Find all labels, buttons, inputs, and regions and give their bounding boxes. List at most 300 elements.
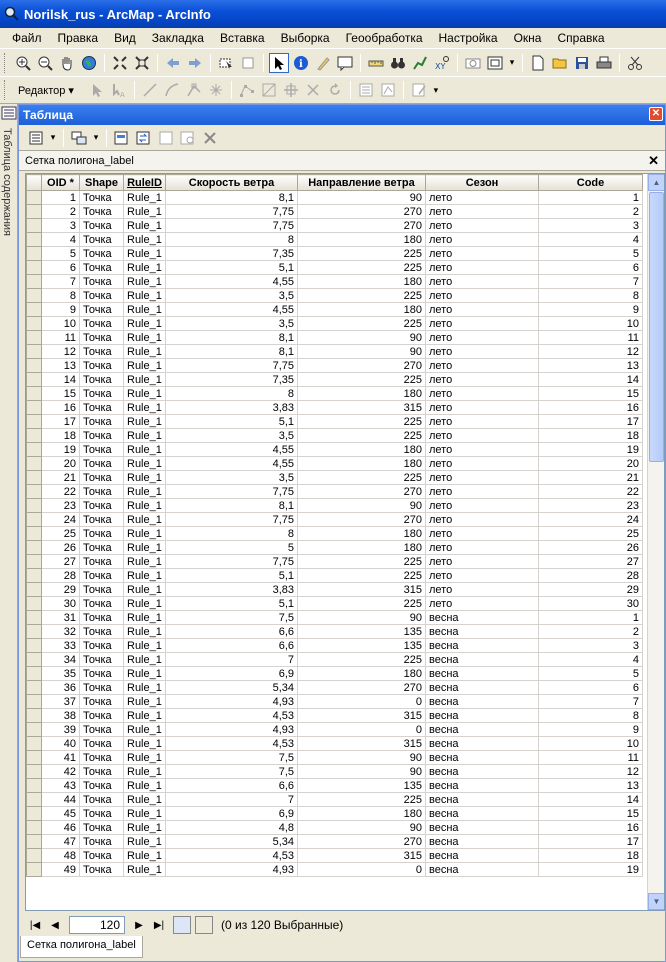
- cell-shape[interactable]: Точка: [80, 373, 124, 387]
- cell-ruleid[interactable]: Rule_1: [124, 345, 166, 359]
- cell-ruleid[interactable]: Rule_1: [124, 513, 166, 527]
- cell-wind-direction[interactable]: 90: [298, 751, 426, 765]
- cell-shape[interactable]: Точка: [80, 485, 124, 499]
- table-row[interactable]: [27, 849, 643, 863]
- cell-wind-speed[interactable]: 8,1: [166, 191, 298, 205]
- cell-wind-speed[interactable]: 3,5: [166, 429, 298, 443]
- row-selector[interactable]: [27, 569, 42, 583]
- cell-code[interactable]: 12: [539, 765, 643, 779]
- cell-shape[interactable]: Точка: [80, 653, 124, 667]
- cell-wind-speed[interactable]: 4,53: [166, 849, 298, 863]
- cell-season[interactable]: лето: [426, 499, 539, 513]
- cell-season[interactable]: весна: [426, 667, 539, 681]
- cell-shape[interactable]: Точка: [80, 723, 124, 737]
- table-row[interactable]: [27, 583, 643, 597]
- cell-season[interactable]: лето: [426, 373, 539, 387]
- cell-shape[interactable]: Точка: [80, 583, 124, 597]
- cell-wind-speed[interactable]: 7,5: [166, 611, 298, 625]
- column-header-oid[interactable]: OID *: [42, 175, 80, 191]
- table-row[interactable]: [27, 667, 643, 681]
- cell-shape[interactable]: Точка: [80, 219, 124, 233]
- cell-ruleid[interactable]: Rule_1: [124, 835, 166, 849]
- cell-wind-speed[interactable]: 7: [166, 653, 298, 667]
- create-viewer-window-icon[interactable]: [485, 53, 505, 73]
- cell-oid[interactable]: 30: [42, 597, 80, 611]
- attributes-icon[interactable]: [356, 80, 376, 100]
- cell-ruleid[interactable]: Rule_1: [124, 471, 166, 485]
- cell-code[interactable]: 11: [539, 751, 643, 765]
- toolbar-grip[interactable]: [4, 80, 8, 100]
- row-selector[interactable]: [27, 793, 42, 807]
- zoom-in-icon[interactable]: [13, 53, 33, 73]
- table-row[interactable]: [27, 457, 643, 471]
- table-row[interactable]: [27, 751, 643, 765]
- cell-wind-speed[interactable]: 6,9: [166, 807, 298, 821]
- cell-ruleid[interactable]: Rule_1: [124, 863, 166, 877]
- cell-season[interactable]: лето: [426, 191, 539, 205]
- cell-season[interactable]: весна: [426, 681, 539, 695]
- table-row[interactable]: [27, 247, 643, 261]
- table-row[interactable]: [27, 443, 643, 457]
- row-selector[interactable]: [27, 527, 42, 541]
- close-layer-tab-icon[interactable]: ✕: [648, 153, 659, 168]
- cell-oid[interactable]: 40: [42, 737, 80, 751]
- cell-code[interactable]: 30: [539, 597, 643, 611]
- row-selector[interactable]: [27, 849, 42, 863]
- cell-ruleid[interactable]: Rule_1: [124, 625, 166, 639]
- row-selector[interactable]: [27, 373, 42, 387]
- table-row[interactable]: [27, 863, 643, 877]
- cell-ruleid[interactable]: Rule_1: [124, 387, 166, 401]
- cell-ruleid[interactable]: Rule_1: [124, 807, 166, 821]
- window-title-bar[interactable]: [0, 0, 666, 28]
- cell-wind-direction[interactable]: 225: [298, 569, 426, 583]
- edit-vertices-icon[interactable]: [237, 80, 257, 100]
- scroll-up-icon[interactable]: ▲: [648, 174, 665, 191]
- cell-oid[interactable]: 28: [42, 569, 80, 583]
- table-row[interactable]: [27, 205, 643, 219]
- cell-wind-direction[interactable]: 90: [298, 331, 426, 345]
- cell-season[interactable]: лето: [426, 429, 539, 443]
- cell-code[interactable]: 24: [539, 513, 643, 527]
- scroll-down-icon[interactable]: ▼: [648, 893, 665, 910]
- table-row[interactable]: [27, 709, 643, 723]
- cell-code[interactable]: 10: [539, 317, 643, 331]
- table-row[interactable]: [27, 499, 643, 513]
- cell-wind-speed[interactable]: 8,1: [166, 331, 298, 345]
- cell-code[interactable]: 2: [539, 205, 643, 219]
- related-tables-icon[interactable]: [69, 128, 89, 148]
- cell-wind-direction[interactable]: 270: [298, 513, 426, 527]
- table-row[interactable]: [27, 793, 643, 807]
- cell-ruleid[interactable]: Rule_1: [124, 597, 166, 611]
- cell-wind-direction[interactable]: 180: [298, 807, 426, 821]
- row-selector[interactable]: [27, 821, 42, 835]
- table-row[interactable]: [27, 611, 643, 625]
- cell-season[interactable]: весна: [426, 793, 539, 807]
- table-row[interactable]: [27, 821, 643, 835]
- cell-wind-speed[interactable]: 6,6: [166, 625, 298, 639]
- table-row[interactable]: [27, 191, 643, 205]
- cell-season[interactable]: лето: [426, 485, 539, 499]
- cell-shape[interactable]: Точка: [80, 233, 124, 247]
- menu-windows[interactable]: Окна: [513, 31, 542, 45]
- full-extent-globe-icon[interactable]: [79, 53, 99, 73]
- cell-code[interactable]: 29: [539, 583, 643, 597]
- row-selector[interactable]: [27, 597, 42, 611]
- cell-ruleid[interactable]: Rule_1: [124, 737, 166, 751]
- cell-ruleid[interactable]: Rule_1: [124, 443, 166, 457]
- table-options-dropdown-icon[interactable]: ▾: [50, 132, 56, 142]
- cell-shape[interactable]: Точка: [80, 667, 124, 681]
- cell-code[interactable]: 13: [539, 779, 643, 793]
- cell-wind-direction[interactable]: 90: [298, 499, 426, 513]
- cell-code[interactable]: 17: [539, 415, 643, 429]
- cell-shape[interactable]: Точка: [80, 275, 124, 289]
- cell-code[interactable]: 14: [539, 793, 643, 807]
- cell-shape[interactable]: Точка: [80, 401, 124, 415]
- cell-wind-direction[interactable]: 225: [298, 653, 426, 667]
- cell-ruleid[interactable]: Rule_1: [124, 373, 166, 387]
- cell-code[interactable]: 14: [539, 373, 643, 387]
- first-record-icon[interactable]: |◀: [29, 919, 41, 931]
- table-row[interactable]: [27, 569, 643, 583]
- table-row[interactable]: [27, 275, 643, 289]
- table-row[interactable]: [27, 345, 643, 359]
- cell-oid[interactable]: 44: [42, 793, 80, 807]
- cell-oid[interactable]: 12: [42, 345, 80, 359]
- cell-shape[interactable]: Точка: [80, 541, 124, 555]
- cell-wind-speed[interactable]: 4,55: [166, 443, 298, 457]
- cell-season[interactable]: весна: [426, 611, 539, 625]
- cell-season[interactable]: лето: [426, 583, 539, 597]
- cell-wind-speed[interactable]: 4,55: [166, 275, 298, 289]
- table-row[interactable]: [27, 387, 643, 401]
- column-header-wind-direction[interactable]: Направление ветра: [298, 175, 426, 191]
- find-binoculars-icon[interactable]: [388, 53, 408, 73]
- related-tables-dropdown-icon[interactable]: ▾: [93, 132, 99, 142]
- cell-oid[interactable]: 18: [42, 429, 80, 443]
- cell-shape[interactable]: Точка: [80, 611, 124, 625]
- cell-wind-direction[interactable]: 90: [298, 191, 426, 205]
- cell-oid[interactable]: 13: [42, 359, 80, 373]
- trace-icon[interactable]: [184, 80, 204, 100]
- menu-geoprocessing[interactable]: Геообработка: [345, 31, 423, 45]
- cell-wind-direction[interactable]: 90: [298, 821, 426, 835]
- cell-wind-direction[interactable]: 225: [298, 415, 426, 429]
- attribute-table-grid[interactable]: [25, 173, 665, 911]
- cell-ruleid[interactable]: Rule_1: [124, 695, 166, 709]
- cell-oid[interactable]: 7: [42, 275, 80, 289]
- cell-ruleid[interactable]: Rule_1: [124, 359, 166, 373]
- cell-shape[interactable]: Точка: [80, 695, 124, 709]
- cell-oid[interactable]: 17: [42, 415, 80, 429]
- cell-shape[interactable]: Точка: [80, 457, 124, 471]
- cell-season[interactable]: лето: [426, 527, 539, 541]
- cell-wind-speed[interactable]: 3,83: [166, 401, 298, 415]
- cell-season[interactable]: лето: [426, 457, 539, 471]
- cell-oid[interactable]: 23: [42, 499, 80, 513]
- cell-season[interactable]: весна: [426, 653, 539, 667]
- cell-wind-speed[interactable]: 5,34: [166, 681, 298, 695]
- cell-code[interactable]: 7: [539, 275, 643, 289]
- cell-ruleid[interactable]: Rule_1: [124, 569, 166, 583]
- cell-wind-speed[interactable]: 6,6: [166, 779, 298, 793]
- toc-tab-label[interactable]: Таблица содержания: [1, 128, 13, 236]
- cell-wind-direction[interactable]: 225: [298, 471, 426, 485]
- cell-wind-speed[interactable]: 7,75: [166, 205, 298, 219]
- cell-oid[interactable]: 2: [42, 205, 80, 219]
- cell-wind-speed[interactable]: 3,83: [166, 583, 298, 597]
- cell-shape[interactable]: Точка: [80, 471, 124, 485]
- zoom-out-icon[interactable]: [35, 53, 55, 73]
- row-selector[interactable]: [27, 191, 42, 205]
- cell-shape[interactable]: Точка: [80, 863, 124, 877]
- cell-season[interactable]: весна: [426, 695, 539, 709]
- cell-shape[interactable]: Точка: [80, 765, 124, 779]
- cell-season[interactable]: весна: [426, 779, 539, 793]
- row-selector[interactable]: [27, 625, 42, 639]
- cell-shape[interactable]: Точка: [80, 835, 124, 849]
- cell-code[interactable]: 27: [539, 555, 643, 569]
- cell-wind-speed[interactable]: 8: [166, 233, 298, 247]
- cell-wind-direction[interactable]: 315: [298, 737, 426, 751]
- cell-ruleid[interactable]: Rule_1: [124, 415, 166, 429]
- cell-wind-speed[interactable]: 5,1: [166, 415, 298, 429]
- cell-wind-speed[interactable]: 7,5: [166, 765, 298, 779]
- cut-polygons-icon[interactable]: [281, 80, 301, 100]
- split-tool-icon[interactable]: [303, 80, 323, 100]
- cell-wind-direction[interactable]: 315: [298, 709, 426, 723]
- select-features-icon[interactable]: [216, 53, 236, 73]
- point-tool-icon[interactable]: [206, 80, 226, 100]
- cell-shape[interactable]: Точка: [80, 415, 124, 429]
- table-row[interactable]: [27, 527, 643, 541]
- cell-shape[interactable]: Точка: [80, 527, 124, 541]
- cell-oid[interactable]: 33: [42, 639, 80, 653]
- edit-annotation-icon[interactable]: [109, 80, 129, 100]
- time-slider-icon[interactable]: [463, 53, 483, 73]
- cell-wind-direction[interactable]: 225: [298, 429, 426, 443]
- cell-season[interactable]: лето: [426, 219, 539, 233]
- show-selected-records-icon[interactable]: [195, 916, 213, 934]
- cell-code[interactable]: 1: [539, 611, 643, 625]
- cell-code[interactable]: 3: [539, 219, 643, 233]
- cell-wind-speed[interactable]: 4,53: [166, 709, 298, 723]
- cell-oid[interactable]: 1: [42, 191, 80, 205]
- cell-season[interactable]: лето: [426, 289, 539, 303]
- menu-insert[interactable]: Вставка: [219, 31, 265, 45]
- cell-code[interactable]: 15: [539, 807, 643, 821]
- cell-season[interactable]: лето: [426, 275, 539, 289]
- cell-shape[interactable]: Точка: [80, 359, 124, 373]
- cell-season[interactable]: лето: [426, 401, 539, 415]
- cell-wind-direction[interactable]: 225: [298, 289, 426, 303]
- cell-wind-direction[interactable]: 270: [298, 359, 426, 373]
- cell-code[interactable]: 26: [539, 541, 643, 555]
- cut-scissors-icon[interactable]: [625, 53, 645, 73]
- table-row[interactable]: [27, 415, 643, 429]
- cell-oid[interactable]: 9: [42, 303, 80, 317]
- cell-code[interactable]: 19: [539, 863, 643, 877]
- cell-wind-direction[interactable]: 180: [298, 667, 426, 681]
- cell-oid[interactable]: 20: [42, 457, 80, 471]
- cell-ruleid[interactable]: Rule_1: [124, 457, 166, 471]
- cell-oid[interactable]: 8: [42, 289, 80, 303]
- cell-shape[interactable]: Точка: [80, 387, 124, 401]
- cell-oid[interactable]: 26: [42, 541, 80, 555]
- cell-shape[interactable]: Точка: [80, 191, 124, 205]
- cell-shape[interactable]: Точка: [80, 807, 124, 821]
- new-document-icon[interactable]: [528, 53, 548, 73]
- cell-oid[interactable]: 43: [42, 779, 80, 793]
- cell-wind-direction[interactable]: 180: [298, 443, 426, 457]
- cell-wind-direction[interactable]: 180: [298, 233, 426, 247]
- table-row[interactable]: [27, 625, 643, 639]
- cell-wind-direction[interactable]: 0: [298, 863, 426, 877]
- cell-season[interactable]: весна: [426, 765, 539, 779]
- previous-record-icon[interactable]: ◀: [51, 919, 59, 931]
- cell-wind-direction[interactable]: 180: [298, 303, 426, 317]
- cell-oid[interactable]: 29: [42, 583, 80, 597]
- row-selector[interactable]: [27, 401, 42, 415]
- cell-oid[interactable]: 10: [42, 317, 80, 331]
- cell-wind-direction[interactable]: 225: [298, 555, 426, 569]
- menu-view[interactable]: Вид: [114, 31, 136, 45]
- cell-ruleid[interactable]: Rule_1: [124, 205, 166, 219]
- cell-season[interactable]: лето: [426, 443, 539, 457]
- cell-wind-speed[interactable]: 7,75: [166, 359, 298, 373]
- cell-ruleid[interactable]: Rule_1: [124, 233, 166, 247]
- row-selector[interactable]: [27, 667, 42, 681]
- cell-wind-direction[interactable]: 315: [298, 401, 426, 415]
- cell-shape[interactable]: Точка: [80, 555, 124, 569]
- cell-shape[interactable]: Точка: [80, 289, 124, 303]
- row-selector[interactable]: [27, 807, 42, 821]
- table-row[interactable]: [27, 331, 643, 345]
- menu-file[interactable]: Файл: [12, 31, 42, 45]
- cell-season[interactable]: лето: [426, 205, 539, 219]
- pan-hand-icon[interactable]: [57, 53, 77, 73]
- cell-ruleid[interactable]: Rule_1: [124, 541, 166, 555]
- cell-wind-direction[interactable]: 90: [298, 345, 426, 359]
- row-selector[interactable]: [27, 331, 42, 345]
- cell-season[interactable]: весна: [426, 625, 539, 639]
- row-selector[interactable]: [27, 709, 42, 723]
- row-selector[interactable]: [27, 485, 42, 499]
- cell-ruleid[interactable]: Rule_1: [124, 485, 166, 499]
- cell-wind-speed[interactable]: 5,34: [166, 835, 298, 849]
- cell-ruleid[interactable]: Rule_1: [124, 751, 166, 765]
- cell-season[interactable]: лето: [426, 569, 539, 583]
- cell-season[interactable]: лето: [426, 471, 539, 485]
- cell-season[interactable]: весна: [426, 807, 539, 821]
- cell-oid[interactable]: 11: [42, 331, 80, 345]
- cell-shape[interactable]: Точка: [80, 317, 124, 331]
- row-selector[interactable]: [27, 499, 42, 513]
- cell-oid[interactable]: 38: [42, 709, 80, 723]
- table-row[interactable]: [27, 219, 643, 233]
- cell-shape[interactable]: Точка: [80, 751, 124, 765]
- cell-ruleid[interactable]: Rule_1: [124, 289, 166, 303]
- last-record-icon[interactable]: ▶|: [153, 919, 165, 931]
- cell-season[interactable]: лето: [426, 415, 539, 429]
- cell-ruleid[interactable]: Rule_1: [124, 793, 166, 807]
- menu-edit[interactable]: Правка: [57, 31, 99, 45]
- cell-season[interactable]: весна: [426, 751, 539, 765]
- cell-season[interactable]: лето: [426, 541, 539, 555]
- cell-ruleid[interactable]: Rule_1: [124, 499, 166, 513]
- row-selector[interactable]: [27, 317, 42, 331]
- cell-code[interactable]: 25: [539, 527, 643, 541]
- cell-wind-direction[interactable]: 180: [298, 527, 426, 541]
- cell-code[interactable]: 9: [539, 303, 643, 317]
- cell-wind-direction[interactable]: 270: [298, 835, 426, 849]
- cell-ruleid[interactable]: Rule_1: [124, 261, 166, 275]
- cell-shape[interactable]: Точка: [80, 793, 124, 807]
- cell-oid[interactable]: 15: [42, 387, 80, 401]
- cell-shape[interactable]: Точка: [80, 681, 124, 695]
- forward-arrow-icon[interactable]: [185, 53, 205, 73]
- row-selector[interactable]: [27, 359, 42, 373]
- cell-oid[interactable]: 27: [42, 555, 80, 569]
- row-selector[interactable]: [27, 779, 42, 793]
- cell-ruleid[interactable]: Rule_1: [124, 667, 166, 681]
- cell-wind-direction[interactable]: 270: [298, 681, 426, 695]
- cell-oid[interactable]: 25: [42, 527, 80, 541]
- select-elements-arrow-icon[interactable]: [269, 53, 289, 73]
- zoom-to-selected-icon[interactable]: [178, 128, 198, 148]
- cell-wind-direction[interactable]: 180: [298, 387, 426, 401]
- switch-selection-icon[interactable]: [134, 128, 154, 148]
- cell-season[interactable]: лето: [426, 317, 539, 331]
- create-features-icon[interactable]: [409, 80, 429, 100]
- cell-oid[interactable]: 46: [42, 821, 80, 835]
- cell-ruleid[interactable]: Rule_1: [124, 247, 166, 261]
- table-row[interactable]: [27, 653, 643, 667]
- row-selector[interactable]: [27, 835, 42, 849]
- cell-shape[interactable]: Точка: [80, 597, 124, 611]
- cell-code[interactable]: 18: [539, 849, 643, 863]
- table-row[interactable]: [27, 485, 643, 499]
- cell-ruleid[interactable]: Rule_1: [124, 583, 166, 597]
- vertical-scrollbar[interactable]: [647, 174, 664, 910]
- cell-wind-speed[interactable]: 8,1: [166, 345, 298, 359]
- cell-season[interactable]: лето: [426, 303, 539, 317]
- cell-wind-speed[interactable]: 3,5: [166, 471, 298, 485]
- cell-code[interactable]: 28: [539, 569, 643, 583]
- cell-code[interactable]: 10: [539, 737, 643, 751]
- cell-season[interactable]: лето: [426, 513, 539, 527]
- row-selector[interactable]: [27, 737, 42, 751]
- cell-season[interactable]: лето: [426, 261, 539, 275]
- row-selector[interactable]: [27, 429, 42, 443]
- cell-oid[interactable]: 3: [42, 219, 80, 233]
- cell-wind-direction[interactable]: 225: [298, 317, 426, 331]
- cell-oid[interactable]: 14: [42, 373, 80, 387]
- row-selector[interactable]: [27, 415, 42, 429]
- cell-ruleid[interactable]: Rule_1: [124, 317, 166, 331]
- table-row[interactable]: [27, 359, 643, 373]
- cell-code[interactable]: 16: [539, 401, 643, 415]
- cell-code[interactable]: 11: [539, 331, 643, 345]
- cell-oid[interactable]: 21: [42, 471, 80, 485]
- table-row[interactable]: [27, 317, 643, 331]
- cell-season[interactable]: весна: [426, 737, 539, 751]
- cell-wind-speed[interactable]: 7,75: [166, 513, 298, 527]
- open-folder-icon[interactable]: [550, 53, 570, 73]
- row-selector[interactable]: [27, 303, 42, 317]
